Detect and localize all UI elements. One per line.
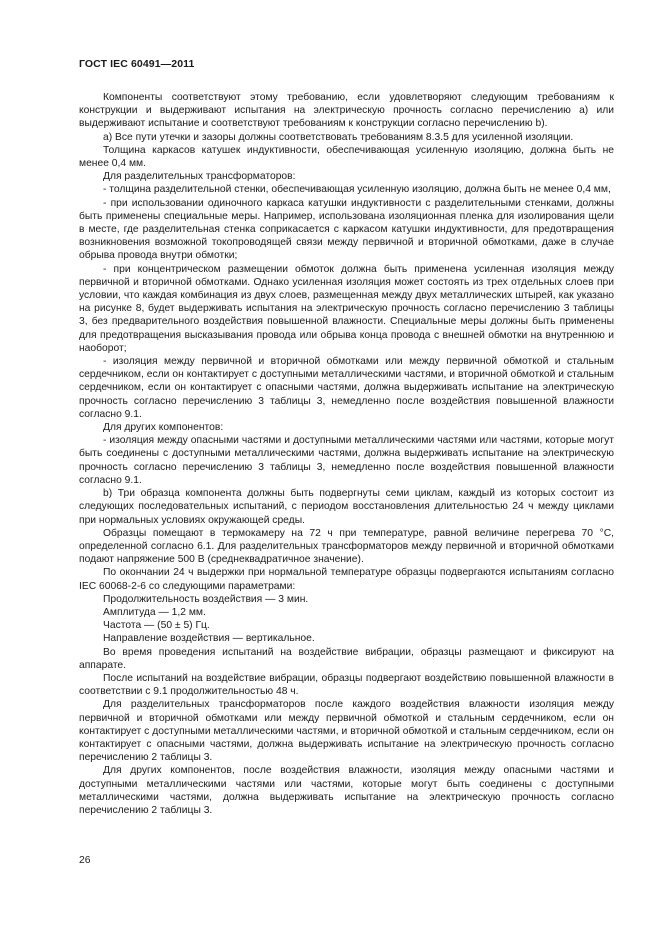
paragraph: Для разделительных трансформаторов после каждого воздействия влажности изоляция между первичной и вторичной обмотками или между первичной обмоткой и стальным сердечником, если он контактирует с доступными металлическими частями, и вторичной обмоткой и стальным сердечником, если он контактирует с опасными частями, должна выдерживать испытание на электрическую прочность согласно перечислению 2 таблицы 3. [79,699,614,764]
paragraph: b) Три образца компонента должны быть подвергнуты семи циклам, каждый из которых состоит из следующих последовательных испытаний, с периодом восстановления длительностью 24 ч между циклами при нормальных условиях окружающей среды. [79,488,614,526]
paragraph: Частота — (50 ± 5) Гц. [103,620,210,632]
paragraph: Во время проведения испытаний на воздействие вибрации, образцы размещают и фиксируют на аппарате. [79,646,614,671]
paragraph: После испытаний на воздействие вибрации, образцы подвергают воздействию повышенной влажности в соответствии с 9.1 продолжительностью 48 ч. [79,672,614,698]
paragraph: а) Все пути утечки и зазоры должны соответствовать требованиям 8.3.5 для усиленной изоляции. [103,131,574,143]
paragraph: Для разделительных трансформаторов: [103,171,296,183]
paragraph: - при концентрическом размещении обмоток должна быть применена усиленная изоляция между первичной и вторичной обмотками. Однако усиленная изоляция может состоять из трех отдельных слоев при условии, что каждая комбинация из двух слоев, размещенная между двух металлических штырей, как указано на рисунке 8, будет выдерживать испытания на электрическую прочность согласно перечислению 3 таблицы 3, без предварительного воздействия повышенной влажности. Специальные меры должны быть применены для предотвращения высказывания провода или обрыва конца провода с внешней обмотки на внутреннюю и наоборот; [79,263,614,354]
paragraph: Для других компонентов: [103,422,224,434]
paragraph: - изоляция между опасными частями и доступными металлическими частями или частями, которые могут быть соединены с доступными металлическими частями, должна выдерживать испытание на электрическую прочность согласно перечислению 3 таблицы 3, немедленно после воздействия повышенной влажности согласно 9.1. [79,435,614,486]
paragraph: - толщина разделительной стенки, обеспечивающая усиленную изоляцию, должна быть не менее 0,4 мм, [103,184,611,196]
paragraph: Амплитуда — 1,2 мм. [103,606,206,618]
paragraph: - изоляция между первичной и вторичной обмотками или между первичной обмоткой и стальным сердечником, если он контактирует с доступными металлическими частями, и вторичной обмоткой и стальным сердечником, если он контактирует с опасными частями, должна выдерживать испытание на электрическую прочность согласно перечислению 3 таблицы 3, немедленно после воздействия повышенной влажности согласно 9.1. [79,356,614,420]
paragraph: Толщина каркасов катушек индуктивности, обеспечивающая усиленную изоляцию, должна быть не менее 0,4 мм. [79,144,614,170]
page-number: 26 [79,855,91,866]
document-body [79,91,614,817]
paragraph: По окончании 24 ч выдержки при нормальной температуре образцы подвергаются испытаниям согласно IEC 60068-2-6 со следующими параметрами: [79,567,614,592]
paragraph: Направление воздействия — вертикальное. [103,633,315,645]
document-header: ГОСТ IEC 60491—2011 [79,58,195,70]
paragraph: Для других компонентов, после воздействия влажности, изоляция между опасными частями и доступными металлическими частями или частями, которые могут быть соединены с доступными металлическими частями, должна выдерживать испытание на электрическую прочность согласно перечислению 2 таблицы 3. [79,765,614,816]
paragraph: Компоненты соответствуют этому требованию, если удовлетворяют следующим требованиям к конструкции и выдерживают испытания на электрическую прочность согласно перечислению а) или выдерживают испытание и соответствуют требованиям к конструкции согласно перечислению b). [79,92,614,130]
paragraph: Продолжительность воздействия — 3 мин. [103,593,309,605]
paragraph: Образцы помещают в термокамеру на 72 ч при температуре, равной величине перегрева 70 °С, определенной согласно 6.1. Для разделительных трансформаторов между первичной и вторичной обмотками подают напряжение 500 В (среднеквадратичное значение). [79,527,614,566]
paragraph: - при использовании одиночного каркаса катушки индуктивности с разделительными стенками, должны быть применены специальные меры. Например, использована изоляционная пленка для изолирования щели в месте, где разделительная стенка соприкасается с каркасом катушки индуктивности, для предотвращения возникновения возможной токопроводящей связи между первичной и вторичной обмотками, даже в случае обрыва провода внутри обмотки; [79,197,614,262]
